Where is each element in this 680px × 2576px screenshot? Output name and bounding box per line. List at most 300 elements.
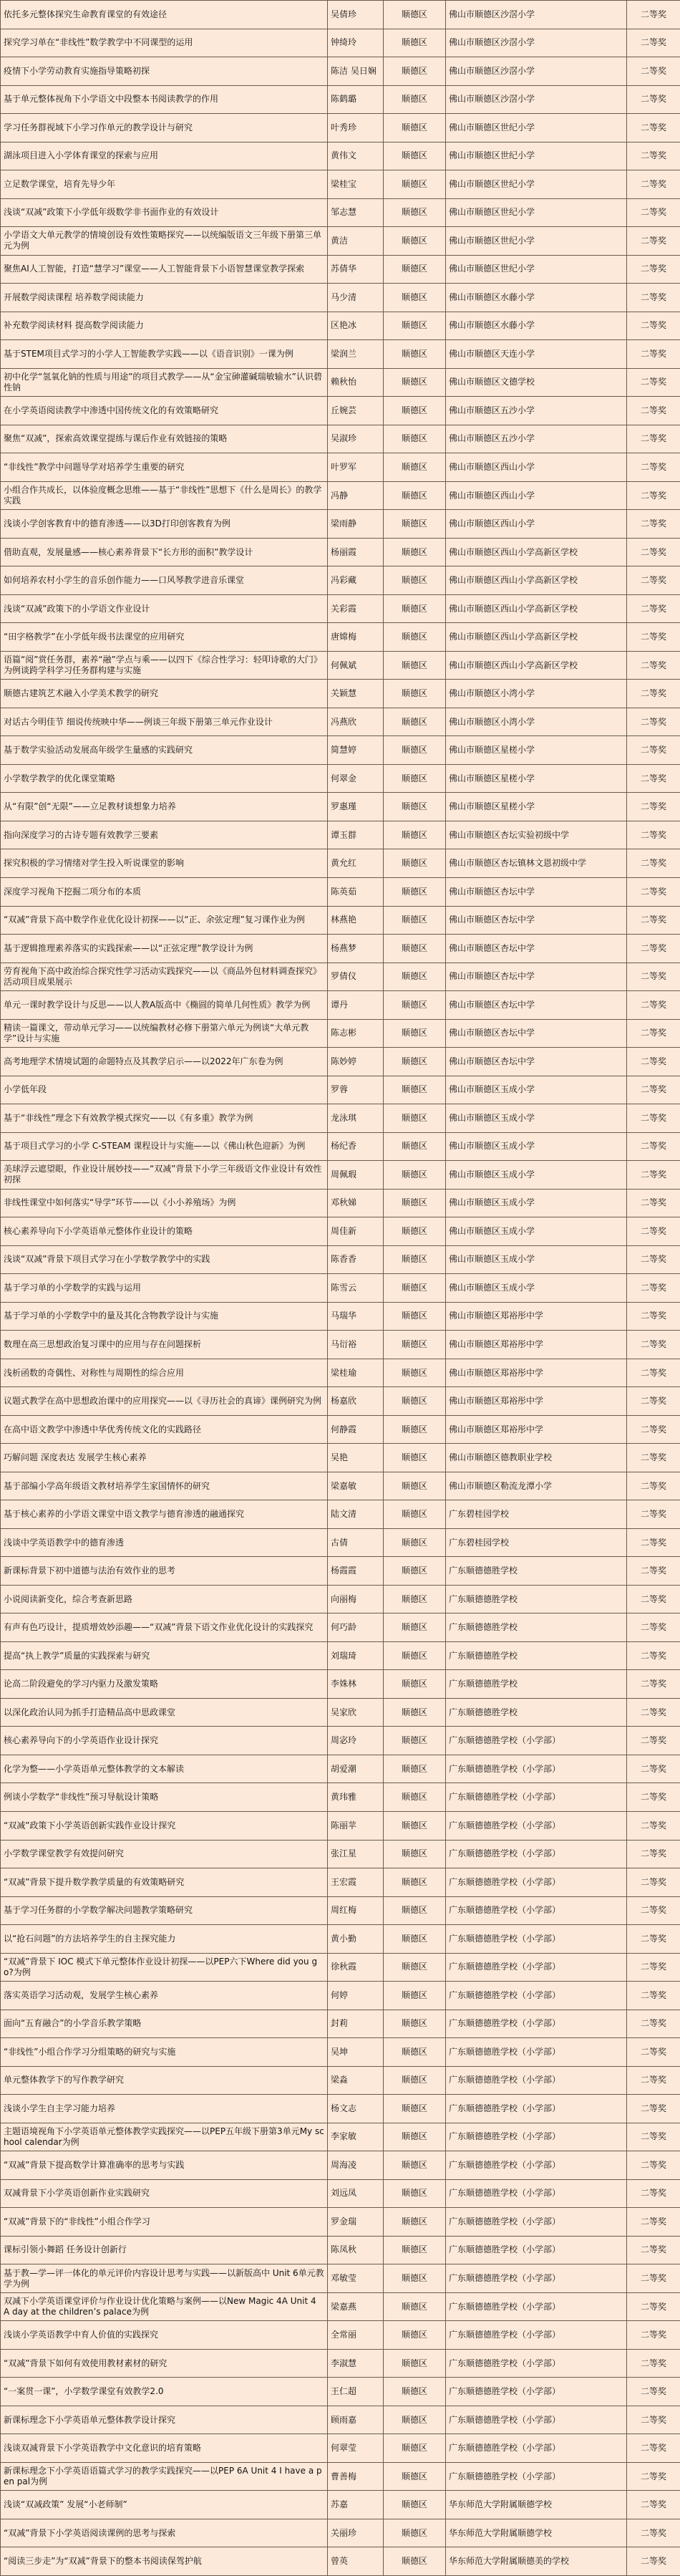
cell-award: 二等奖 xyxy=(627,1415,680,1444)
cell-title: “非线性”小组合作学习分组策略的研究与实施 xyxy=(1,2038,328,2067)
cell-author: 何静霞 xyxy=(328,1415,384,1444)
cell-school: 广东顺德德胜学校 xyxy=(446,1641,627,1670)
cell-title: 浅谈中学英语教学中的德育渗透 xyxy=(1,1528,328,1557)
cell-region: 顺德区 xyxy=(384,651,446,680)
cell-region: 顺德区 xyxy=(384,510,446,539)
cell-region: 顺德区 xyxy=(384,1528,446,1557)
table-row xyxy=(1,2349,680,2378)
cell-region: 顺德区 xyxy=(384,227,446,256)
table-row xyxy=(1,1557,680,1586)
cell-school: 佛山市顺德区五沙小学 xyxy=(446,425,627,453)
cell-award: 二等奖 xyxy=(627,340,680,369)
cell-title: 初中化学“氢氧化钠的性质与用途”的项目式教学——从“金宝砷灌碱瑞敏输水”认识碧性钠 xyxy=(1,368,328,397)
cell-author: 何翠莹 xyxy=(328,2434,384,2463)
table-row xyxy=(1,1415,680,1444)
cell-award: 二等奖 xyxy=(627,1812,680,1841)
cell-award: 二等奖 xyxy=(627,849,680,878)
cell-award: 二等奖 xyxy=(627,1557,680,1586)
cell-author: 关彩霞 xyxy=(328,594,384,623)
table-row xyxy=(1,2010,680,2038)
table-row xyxy=(1,2292,680,2321)
cell-title: 双减背景下小学英语创新作业实践研究 xyxy=(1,2179,328,2208)
table-row xyxy=(1,1217,680,1246)
cell-title: “双减”政策下小学英语创新实践作业设计探究 xyxy=(1,1812,328,1841)
cell-award: 二等奖 xyxy=(627,1925,680,1954)
cell-award: 二等奖 xyxy=(627,368,680,397)
cell-title: 补充数学阅读材料 提高数学阅读能力 xyxy=(1,312,328,340)
table-row xyxy=(1,1500,680,1529)
cell-title: 小学数学教学的优化课堂策略 xyxy=(1,764,328,793)
cell-region: 顺德区 xyxy=(384,170,446,199)
cell-award: 二等奖 xyxy=(627,566,680,595)
cell-region: 顺德区 xyxy=(384,1132,446,1161)
cell-author: 陈鹤璐 xyxy=(328,85,384,114)
cell-author: 冯静 xyxy=(328,481,384,510)
cell-school: 佛山市顺德区杏坛中学 xyxy=(446,963,627,991)
cell-award: 二等奖 xyxy=(627,2378,680,2406)
cell-author: 何翠金 xyxy=(328,764,384,793)
cell-school: 佛山市顺德区水藤小学 xyxy=(446,284,627,312)
cell-author: 冯彩藏 xyxy=(328,566,384,595)
cell-author: 何巧龄 xyxy=(328,1613,384,1642)
table-row xyxy=(1,170,680,199)
cell-author: 梁淼 xyxy=(328,2066,384,2095)
cell-author: 胡爱潮 xyxy=(328,1755,384,1783)
cell-award: 二等奖 xyxy=(627,227,680,256)
cell-title: 高考地理学术情境试题的命题特点及其教学启示——以2022年广东卷为例 xyxy=(1,1048,328,1076)
table-row xyxy=(1,2236,680,2264)
cell-title: “田字格教学”在小学低年级书法课堂的应用研究 xyxy=(1,623,328,652)
cell-region: 顺德区 xyxy=(384,1557,446,1586)
cell-title: 以深化政治认同为抓手打造精品高中思政课堂 xyxy=(1,1698,328,1727)
cell-region: 顺德区 xyxy=(384,877,446,906)
table-row xyxy=(1,312,680,340)
cell-award: 二等奖 xyxy=(627,708,680,736)
cell-title: 深度学习视角下挖掘二项分布的本质 xyxy=(1,877,328,906)
cell-school: 广东顺德德胜学校（小学部） xyxy=(446,2321,627,2350)
cell-author: 罗倩仪 xyxy=(328,963,384,991)
cell-award: 二等奖 xyxy=(627,1840,680,1868)
table-row xyxy=(1,1387,680,1416)
table-row xyxy=(1,255,680,284)
cell-region: 顺德区 xyxy=(384,2349,446,2378)
cell-school: 华东师范大学附属顺德学校 xyxy=(446,2491,627,2519)
cell-school: 佛山市顺德区沙滘小学 xyxy=(446,85,627,114)
cell-school: 广东顺德德胜学校（小学部） xyxy=(446,2378,627,2406)
table-row xyxy=(1,1982,680,2010)
table-row xyxy=(1,1925,680,1954)
cell-author: 刘瑞琦 xyxy=(328,1641,384,1670)
table-row xyxy=(1,453,680,482)
table-row xyxy=(1,1840,680,1868)
cell-school: 广东顺德德胜学校（小学部） xyxy=(446,2292,627,2321)
table-row xyxy=(1,114,680,143)
cell-title: “一案贯一课”，小学数学课堂有效教学2.0 xyxy=(1,2378,328,2406)
cell-author: 王宏霞 xyxy=(328,1868,384,1897)
cell-region: 顺德区 xyxy=(384,1670,446,1699)
cell-school: 广东顺德德胜学校（小学部） xyxy=(446,2406,627,2434)
cell-title: “阅读三步走”为“双减”背景下的整本书阅读保驾护航 xyxy=(1,2547,328,2576)
cell-author: 钟绮玲 xyxy=(328,29,384,57)
cell-award: 二等奖 xyxy=(627,1245,680,1274)
cell-school: 广东顺德德胜学校（小学部） xyxy=(446,2179,627,2208)
cell-title: 美球浮云遮望眼，作业设计展妙技——“双减”背景下小学三年级语文作业设计有效性初探 xyxy=(1,1161,328,1190)
table-row xyxy=(1,1245,680,1274)
cell-author: 陈洁 吴日娴 xyxy=(328,57,384,86)
cell-region: 顺德区 xyxy=(384,114,446,143)
cell-award: 二等奖 xyxy=(627,198,680,227)
cell-title: 顺德古建筑艺术融入小学美术教学的研究 xyxy=(1,680,328,708)
table-row xyxy=(1,2208,680,2237)
cell-author: 邹志慧 xyxy=(328,198,384,227)
cell-title: 落实英语学习活动观，发展学生核心素养 xyxy=(1,1982,328,2010)
cell-region: 顺德区 xyxy=(384,1613,446,1642)
cell-school: 佛山市顺德区小湾小学 xyxy=(446,680,627,708)
cell-title: “双减”背景下的“非线性”小组合作学习 xyxy=(1,2208,328,2237)
cell-region: 顺德区 xyxy=(384,284,446,312)
cell-school: 佛山市顺德区杏坛中学 xyxy=(446,935,627,963)
cell-author: 李淑慧 xyxy=(328,2349,384,2378)
cell-author: 林燕艳 xyxy=(328,906,384,935)
cell-award: 二等奖 xyxy=(627,1500,680,1529)
cell-region: 顺德区 xyxy=(384,2095,446,2123)
table-row xyxy=(1,935,680,963)
cell-award: 二等奖 xyxy=(627,2292,680,2321)
table-row xyxy=(1,1132,680,1161)
cell-award: 二等奖 xyxy=(627,2038,680,2067)
cell-school: 广东顺德德胜学校 xyxy=(446,1613,627,1642)
cell-title: 浅谈小学创客教育中的德育渗透——以3D打印创客教育为例 xyxy=(1,510,328,539)
cell-title: 基于教—学—评一体化的单元评价内容设计思考与实践——以新版高中 Unit 6单元教学为例 xyxy=(1,2264,328,2293)
cell-school: 广东顺德德胜学校 xyxy=(446,1670,627,1699)
cell-author: 黄允红 xyxy=(328,849,384,878)
cell-award: 二等奖 xyxy=(627,1048,680,1076)
cell-title: 从“有限”创“无限”——立足教材谈想象力培养 xyxy=(1,793,328,821)
cell-award: 二等奖 xyxy=(627,114,680,143)
cell-award: 二等奖 xyxy=(627,651,680,680)
cell-school: 佛山市顺德区小湾小学 xyxy=(446,708,627,736)
cell-award: 二等奖 xyxy=(627,1953,680,1982)
cell-author: 梁桂宝 xyxy=(328,170,384,199)
table-row xyxy=(1,2066,680,2095)
cell-title: 数理在高三思想政治复习课中的应用与存在问题探析 xyxy=(1,1331,328,1359)
cell-award: 二等奖 xyxy=(627,2321,680,2350)
cell-title: 浅谈“双减”背景下项目式学习在小学数学教学中的实践 xyxy=(1,1245,328,1274)
cell-region: 顺德区 xyxy=(384,453,446,482)
cell-region: 顺德区 xyxy=(384,793,446,821)
cell-award: 二等奖 xyxy=(627,1359,680,1387)
cell-author: 吴坤 xyxy=(328,2038,384,2067)
table-row xyxy=(1,1670,680,1699)
cell-award: 二等奖 xyxy=(627,538,680,566)
cell-award: 二等奖 xyxy=(627,2264,680,2293)
cell-award: 二等奖 xyxy=(627,2519,680,2547)
cell-region: 顺德区 xyxy=(384,368,446,397)
table-row xyxy=(1,1274,680,1303)
cell-author: 黄小勤 xyxy=(328,1925,384,1954)
cell-region: 顺德区 xyxy=(384,1415,446,1444)
cell-region: 顺德区 xyxy=(384,2321,446,2350)
table-row xyxy=(1,680,680,708)
cell-school: 佛山市顺德区郑裕彤中学 xyxy=(446,1387,627,1416)
cell-region: 顺德区 xyxy=(384,340,446,369)
cell-school: 佛山市顺德区五沙小学 xyxy=(446,397,627,425)
table-row xyxy=(1,85,680,114)
table-row xyxy=(1,651,680,680)
cell-school: 广东顺德德胜学校（小学部） xyxy=(446,2208,627,2237)
cell-region: 顺德区 xyxy=(384,425,446,453)
table-row xyxy=(1,284,680,312)
table-row xyxy=(1,1953,680,1982)
cell-region: 顺德区 xyxy=(384,1331,446,1359)
cell-author: 吴艳 xyxy=(328,1444,384,1472)
cell-author: 向丽梅 xyxy=(328,1585,384,1613)
table-row xyxy=(1,29,680,57)
cell-author: 梁雨静 xyxy=(328,510,384,539)
cell-region: 顺德区 xyxy=(384,538,446,566)
cell-award: 二等奖 xyxy=(627,1896,680,1925)
cell-author: 陈英茹 xyxy=(328,877,384,906)
cell-author: 周海凌 xyxy=(328,2151,384,2180)
cell-school: 佛山市顺德区沙滘小学 xyxy=(446,1,627,29)
cell-region: 顺德区 xyxy=(384,594,446,623)
cell-author: 叶罗军 xyxy=(328,453,384,482)
cell-school: 佛山市顺德区天连小学 xyxy=(446,340,627,369)
table-row xyxy=(1,340,680,369)
cell-school: 佛山市顺德区西山小学 xyxy=(446,453,627,482)
table-row xyxy=(1,708,680,736)
table-row xyxy=(1,368,680,397)
cell-award: 二等奖 xyxy=(627,2010,680,2038)
cell-region: 顺德区 xyxy=(384,312,446,340)
cell-author: 吴淑珍 xyxy=(328,425,384,453)
cell-region: 顺德区 xyxy=(384,481,446,510)
cell-school: 佛山市顺德区杏坛中学 xyxy=(446,877,627,906)
cell-region: 顺德区 xyxy=(384,1,446,29)
cell-school: 广东顺德德胜学校（小学部） xyxy=(446,2151,627,2180)
table-row xyxy=(1,57,680,86)
cell-school: 佛山市顺德区杏坛中学 xyxy=(446,1019,627,1048)
cell-author: 黄伟文 xyxy=(328,142,384,170)
cell-region: 顺德区 xyxy=(384,1783,446,1812)
cell-title: 湖泳项目进入小学体育课堂的探索与应用 xyxy=(1,142,328,170)
cell-title: 依托多元整体探究生命教育课堂的有效途径 xyxy=(1,1,328,29)
table-row xyxy=(1,877,680,906)
table-row xyxy=(1,2378,680,2406)
cell-region: 顺德区 xyxy=(384,1500,446,1529)
table-row xyxy=(1,2547,680,2576)
cell-award: 二等奖 xyxy=(627,397,680,425)
cell-school: 佛山市顺德区西山小学高新区学校 xyxy=(446,651,627,680)
cell-award: 二等奖 xyxy=(627,1076,680,1104)
table-row xyxy=(1,1472,680,1500)
table-row xyxy=(1,425,680,453)
cell-school: 佛山市顺德区沙滘小学 xyxy=(446,57,627,86)
cell-award: 二等奖 xyxy=(627,2434,680,2463)
cell-title: 在高中语文教学中渗透中华优秀传统文化的实践路径 xyxy=(1,1415,328,1444)
cell-award: 二等奖 xyxy=(627,1783,680,1812)
cell-title: 浅谈小学生自主学习能力培养 xyxy=(1,2095,328,2123)
cell-region: 顺德区 xyxy=(384,1076,446,1104)
cell-school: 佛山市顺德区西山小学高新区学校 xyxy=(446,623,627,652)
cell-author: 周佩瑕 xyxy=(328,1161,384,1190)
cell-region: 顺德区 xyxy=(384,680,446,708)
cell-title: 单元整体教学下的写作教学研究 xyxy=(1,2066,328,2095)
cell-title: 浅谈双减背景下小学英语教学中文化意识的培育策略 xyxy=(1,2434,328,2463)
cell-title: 浅谈“双减”政策下小学低年级数学非书面作业的有效设计 xyxy=(1,198,328,227)
cell-title: 有声有色巧设计，提质增效妙添趣——“双减”背景下语文作业优化设计的实践探究 xyxy=(1,1613,328,1642)
cell-region: 顺德区 xyxy=(384,1585,446,1613)
cell-region: 顺德区 xyxy=(384,1896,446,1925)
table-row xyxy=(1,1076,680,1104)
cell-school: 佛山市顺德区郑裕彤中学 xyxy=(446,1359,627,1387)
cell-award: 二等奖 xyxy=(627,1868,680,1897)
award-table-body xyxy=(1,1,680,2576)
cell-region: 顺德区 xyxy=(384,85,446,114)
cell-author: 陆文清 xyxy=(328,1500,384,1529)
cell-school: 华东师范大学附属顺德学校 xyxy=(446,2519,627,2547)
cell-school: 广东顺德德胜学校（小学部） xyxy=(446,1783,627,1812)
table-row xyxy=(1,2406,680,2434)
cell-region: 顺德区 xyxy=(384,2264,446,2293)
cell-award: 二等奖 xyxy=(627,2406,680,2434)
cell-author: 陈丽苹 xyxy=(328,1812,384,1841)
cell-title: “双减”背景下高中数学作业优化设计初探——以“正、余弦定理”复习课作业为例 xyxy=(1,906,328,935)
cell-award: 二等奖 xyxy=(627,935,680,963)
cell-region: 顺德区 xyxy=(384,1387,446,1416)
cell-author: 马衍裕 xyxy=(328,1331,384,1359)
cell-author: 梁嘉燕 xyxy=(328,2292,384,2321)
cell-region: 顺德区 xyxy=(384,57,446,86)
cell-school: 广东顺德德胜学校（小学部） xyxy=(446,2236,627,2264)
table-row xyxy=(1,1444,680,1472)
cell-award: 二等奖 xyxy=(627,1641,680,1670)
cell-award: 二等奖 xyxy=(627,1585,680,1613)
cell-title: 基于单元整体视角下小学语文中段整本书阅读教学的作用 xyxy=(1,85,328,114)
table-row xyxy=(1,2434,680,2463)
cell-author: 封莉 xyxy=(328,2010,384,2038)
cell-region: 顺德区 xyxy=(384,29,446,57)
table-row xyxy=(1,1528,680,1557)
cell-award: 二等奖 xyxy=(627,2462,680,2491)
cell-author: 邓秋娣 xyxy=(328,1189,384,1217)
cell-region: 顺德区 xyxy=(384,2066,446,2095)
cell-title: 提高“执上教学”质量的实践探索与研究 xyxy=(1,1641,328,1670)
cell-region: 顺德区 xyxy=(384,2038,446,2067)
cell-region: 顺德区 xyxy=(384,708,446,736)
cell-author: 周红梅 xyxy=(328,1896,384,1925)
cell-school: 佛山市顺德区西山小学 xyxy=(446,510,627,539)
cell-award: 二等奖 xyxy=(627,1132,680,1161)
cell-title: “双减”背景下提高数学计算准确率的思考与实践 xyxy=(1,2151,328,2180)
cell-school: 广东顺德德胜学校（小学部） xyxy=(446,2095,627,2123)
cell-region: 顺德区 xyxy=(384,2378,446,2406)
cell-award: 二等奖 xyxy=(627,2208,680,2237)
table-row xyxy=(1,1641,680,1670)
cell-award: 二等奖 xyxy=(627,594,680,623)
table-row xyxy=(1,2123,680,2151)
cell-title: 巧解问题 深度表达 发展学生核心素养 xyxy=(1,1444,328,1472)
cell-title: 基于“非线性”理念下有效教学模式探究——以《有多重》教学为例 xyxy=(1,1104,328,1133)
cell-award: 二等奖 xyxy=(627,2151,680,2180)
cell-award: 二等奖 xyxy=(627,142,680,170)
cell-school: 佛山市顺德区世纪小学 xyxy=(446,170,627,199)
cell-title: 单元一课时教学设计与反思——以人教A版高中《椭圆的简单几何性质》教学为例 xyxy=(1,991,328,1020)
cell-award: 二等奖 xyxy=(627,736,680,765)
cell-award: 二等奖 xyxy=(627,1698,680,1727)
cell-region: 顺德区 xyxy=(384,1953,446,1982)
cell-award: 二等奖 xyxy=(627,85,680,114)
cell-school: 广东顺德德胜学校（小学部） xyxy=(446,2038,627,2067)
table-row xyxy=(1,1868,680,1897)
cell-school: 佛山市顺德区玉成小学 xyxy=(446,1217,627,1246)
cell-school: 佛山市顺德区玉成小学 xyxy=(446,1189,627,1217)
table-row xyxy=(1,991,680,1020)
cell-award: 二等奖 xyxy=(627,764,680,793)
table-row xyxy=(1,736,680,765)
cell-award: 二等奖 xyxy=(627,1755,680,1783)
cell-author: 陈凤秋 xyxy=(328,2236,384,2264)
table-row xyxy=(1,481,680,510)
cell-author: 何婷 xyxy=(328,1982,384,2010)
cell-author: 全常丽 xyxy=(328,2321,384,2350)
cell-school: 佛山市顺德区玉成小学 xyxy=(446,1076,627,1104)
table-row xyxy=(1,2264,680,2293)
cell-award: 二等奖 xyxy=(627,877,680,906)
cell-award: 二等奖 xyxy=(627,821,680,849)
cell-author: 曹善梅 xyxy=(328,2462,384,2491)
table-row xyxy=(1,1161,680,1190)
cell-title: 核心素养导向下小学英语单元整体作业设计的策略 xyxy=(1,1217,328,1246)
cell-award: 二等奖 xyxy=(627,680,680,708)
cell-title: “非线性”教学中问题导学对培养学生重要的研究 xyxy=(1,453,328,482)
table-row xyxy=(1,2038,680,2067)
cell-title: 基于学习单的小学数学的实践与运用 xyxy=(1,1274,328,1303)
cell-region: 顺德区 xyxy=(384,623,446,652)
cell-award: 二等奖 xyxy=(627,1274,680,1303)
cell-school: 佛山市顺德区西山小学高新区学校 xyxy=(446,538,627,566)
cell-author: 顾雨嘉 xyxy=(328,2406,384,2434)
cell-school: 广东顺德德胜学校 xyxy=(446,1585,627,1613)
cell-region: 顺德区 xyxy=(384,1189,446,1217)
cell-region: 顺德区 xyxy=(384,906,446,935)
table-row xyxy=(1,1755,680,1783)
cell-region: 顺德区 xyxy=(384,2179,446,2208)
cell-title: 聚焦“双减”，探索高效课堂提练与课后作业有效链接的策略 xyxy=(1,425,328,453)
cell-school: 广东顺德德胜学校（小学部） xyxy=(446,1925,627,1954)
cell-award: 二等奖 xyxy=(627,2236,680,2264)
cell-title: 探究积极的学习情绪对学生投入听说课堂的影响 xyxy=(1,849,328,878)
cell-award: 二等奖 xyxy=(627,255,680,284)
cell-region: 顺德区 xyxy=(384,1641,446,1670)
cell-author: 吴倩珍 xyxy=(328,1,384,29)
cell-award: 二等奖 xyxy=(627,284,680,312)
cell-author: 杨纪香 xyxy=(328,1132,384,1161)
cell-region: 顺德区 xyxy=(384,2406,446,2434)
cell-award: 二等奖 xyxy=(627,2095,680,2123)
table-row xyxy=(1,1019,680,1048)
cell-region: 顺德区 xyxy=(384,1274,446,1303)
cell-school: 广东顺德德胜学校（小学部） xyxy=(446,1840,627,1868)
cell-region: 顺德区 xyxy=(384,142,446,170)
cell-title: 在小学英语阅读教学中渗透中国传统文化的有效策略研究 xyxy=(1,397,328,425)
table-row xyxy=(1,1783,680,1812)
cell-region: 顺德区 xyxy=(384,1727,446,1755)
table-row xyxy=(1,764,680,793)
cell-award: 二等奖 xyxy=(627,1387,680,1416)
table-row xyxy=(1,2491,680,2519)
cell-school: 广东顺德德胜学校 xyxy=(446,1557,627,1586)
